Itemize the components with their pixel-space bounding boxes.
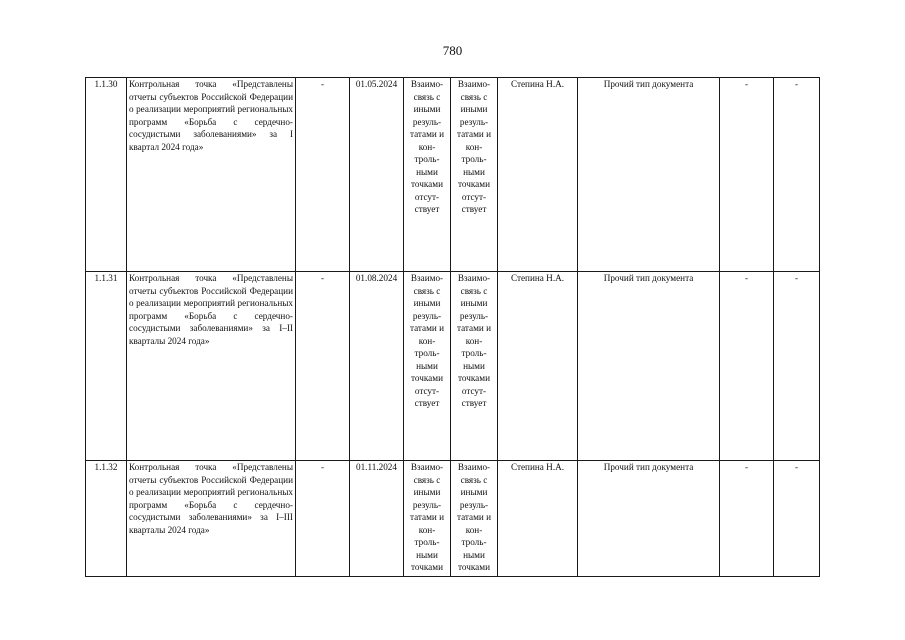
- base-date-cell: -: [296, 272, 350, 461]
- document-type: Прочий тип документа: [578, 461, 720, 577]
- table-row: [86, 272, 820, 461]
- link-next-cell: Взаимо- связь с иными резуль- татами и кон- троль- ными точками отсут- ствует: [451, 78, 498, 272]
- col9-cell: -: [720, 78, 774, 272]
- row-number: 1.1.30: [86, 78, 127, 272]
- checkpoint-name: Контрольная точка «Представлены отчеты субъектов Российской Федерации о реализации мероприятий региональных программ «Борьба с сердечно-сосудистыми заболеваниями» за I–III кварталы 2024 года»: [127, 461, 296, 577]
- responsible-person: Степина Н.А.: [498, 78, 578, 272]
- col9-cell: -: [720, 272, 774, 461]
- base-date-cell: -: [296, 461, 350, 577]
- base-date-cell: -: [296, 78, 350, 272]
- link-previous-cell: Взаимо- связь с иными резуль- татами и кон- троль- ными точками: [404, 461, 451, 577]
- link-next-cell: Взаимо- связь с иными резуль- татами и кон- троль- ными точками: [451, 461, 498, 577]
- page-number: 780: [442, 43, 463, 58]
- end-date-cell: 01.08.2024: [350, 272, 404, 461]
- document-type: Прочий тип документа: [578, 272, 720, 461]
- responsible-person: Степина Н.А.: [498, 272, 578, 461]
- checkpoint-name: Контрольная точка «Представлены отчеты субъектов Российской Федерации о реализации мероприятий региональных программ «Борьба с сердечно-сосудистыми заболеваниями» за I–II кварталы 2024 года»: [127, 272, 296, 461]
- col10-cell: -: [774, 461, 820, 577]
- link-previous-cell: Взаимо- связь с иными резуль- татами и кон- троль- ными точками отсут- ствует: [404, 272, 451, 461]
- col10-cell: -: [774, 78, 820, 272]
- end-date-cell: 01.11.2024: [350, 461, 404, 577]
- document-type: Прочий тип документа: [578, 78, 720, 272]
- link-next-cell: Взаимо- связь с иными резуль- татами и кон- троль- ными точками отсут- ствует: [451, 272, 498, 461]
- link-previous-cell: Взаимо- связь с иными резуль- татами и кон- троль- ными точками отсут- ствует: [404, 78, 451, 272]
- col10-cell: -: [774, 272, 820, 461]
- col9-cell: -: [720, 461, 774, 577]
- table-row: [86, 78, 820, 272]
- checkpoint-name: Контрольная точка «Представлены отчеты субъектов Российской Федерации о реализации мероприятий региональных программ «Борьба с сердечно-сосудистыми заболеваниями» за I квартал 2024 года»: [127, 78, 296, 272]
- responsible-person: Степина Н.А.: [498, 461, 578, 577]
- checkpoints-table: [85, 77, 820, 577]
- row-number: 1.1.31: [86, 272, 127, 461]
- table-row: [86, 461, 820, 577]
- end-date-cell: 01.05.2024: [350, 78, 404, 272]
- row-number: 1.1.32: [86, 461, 127, 577]
